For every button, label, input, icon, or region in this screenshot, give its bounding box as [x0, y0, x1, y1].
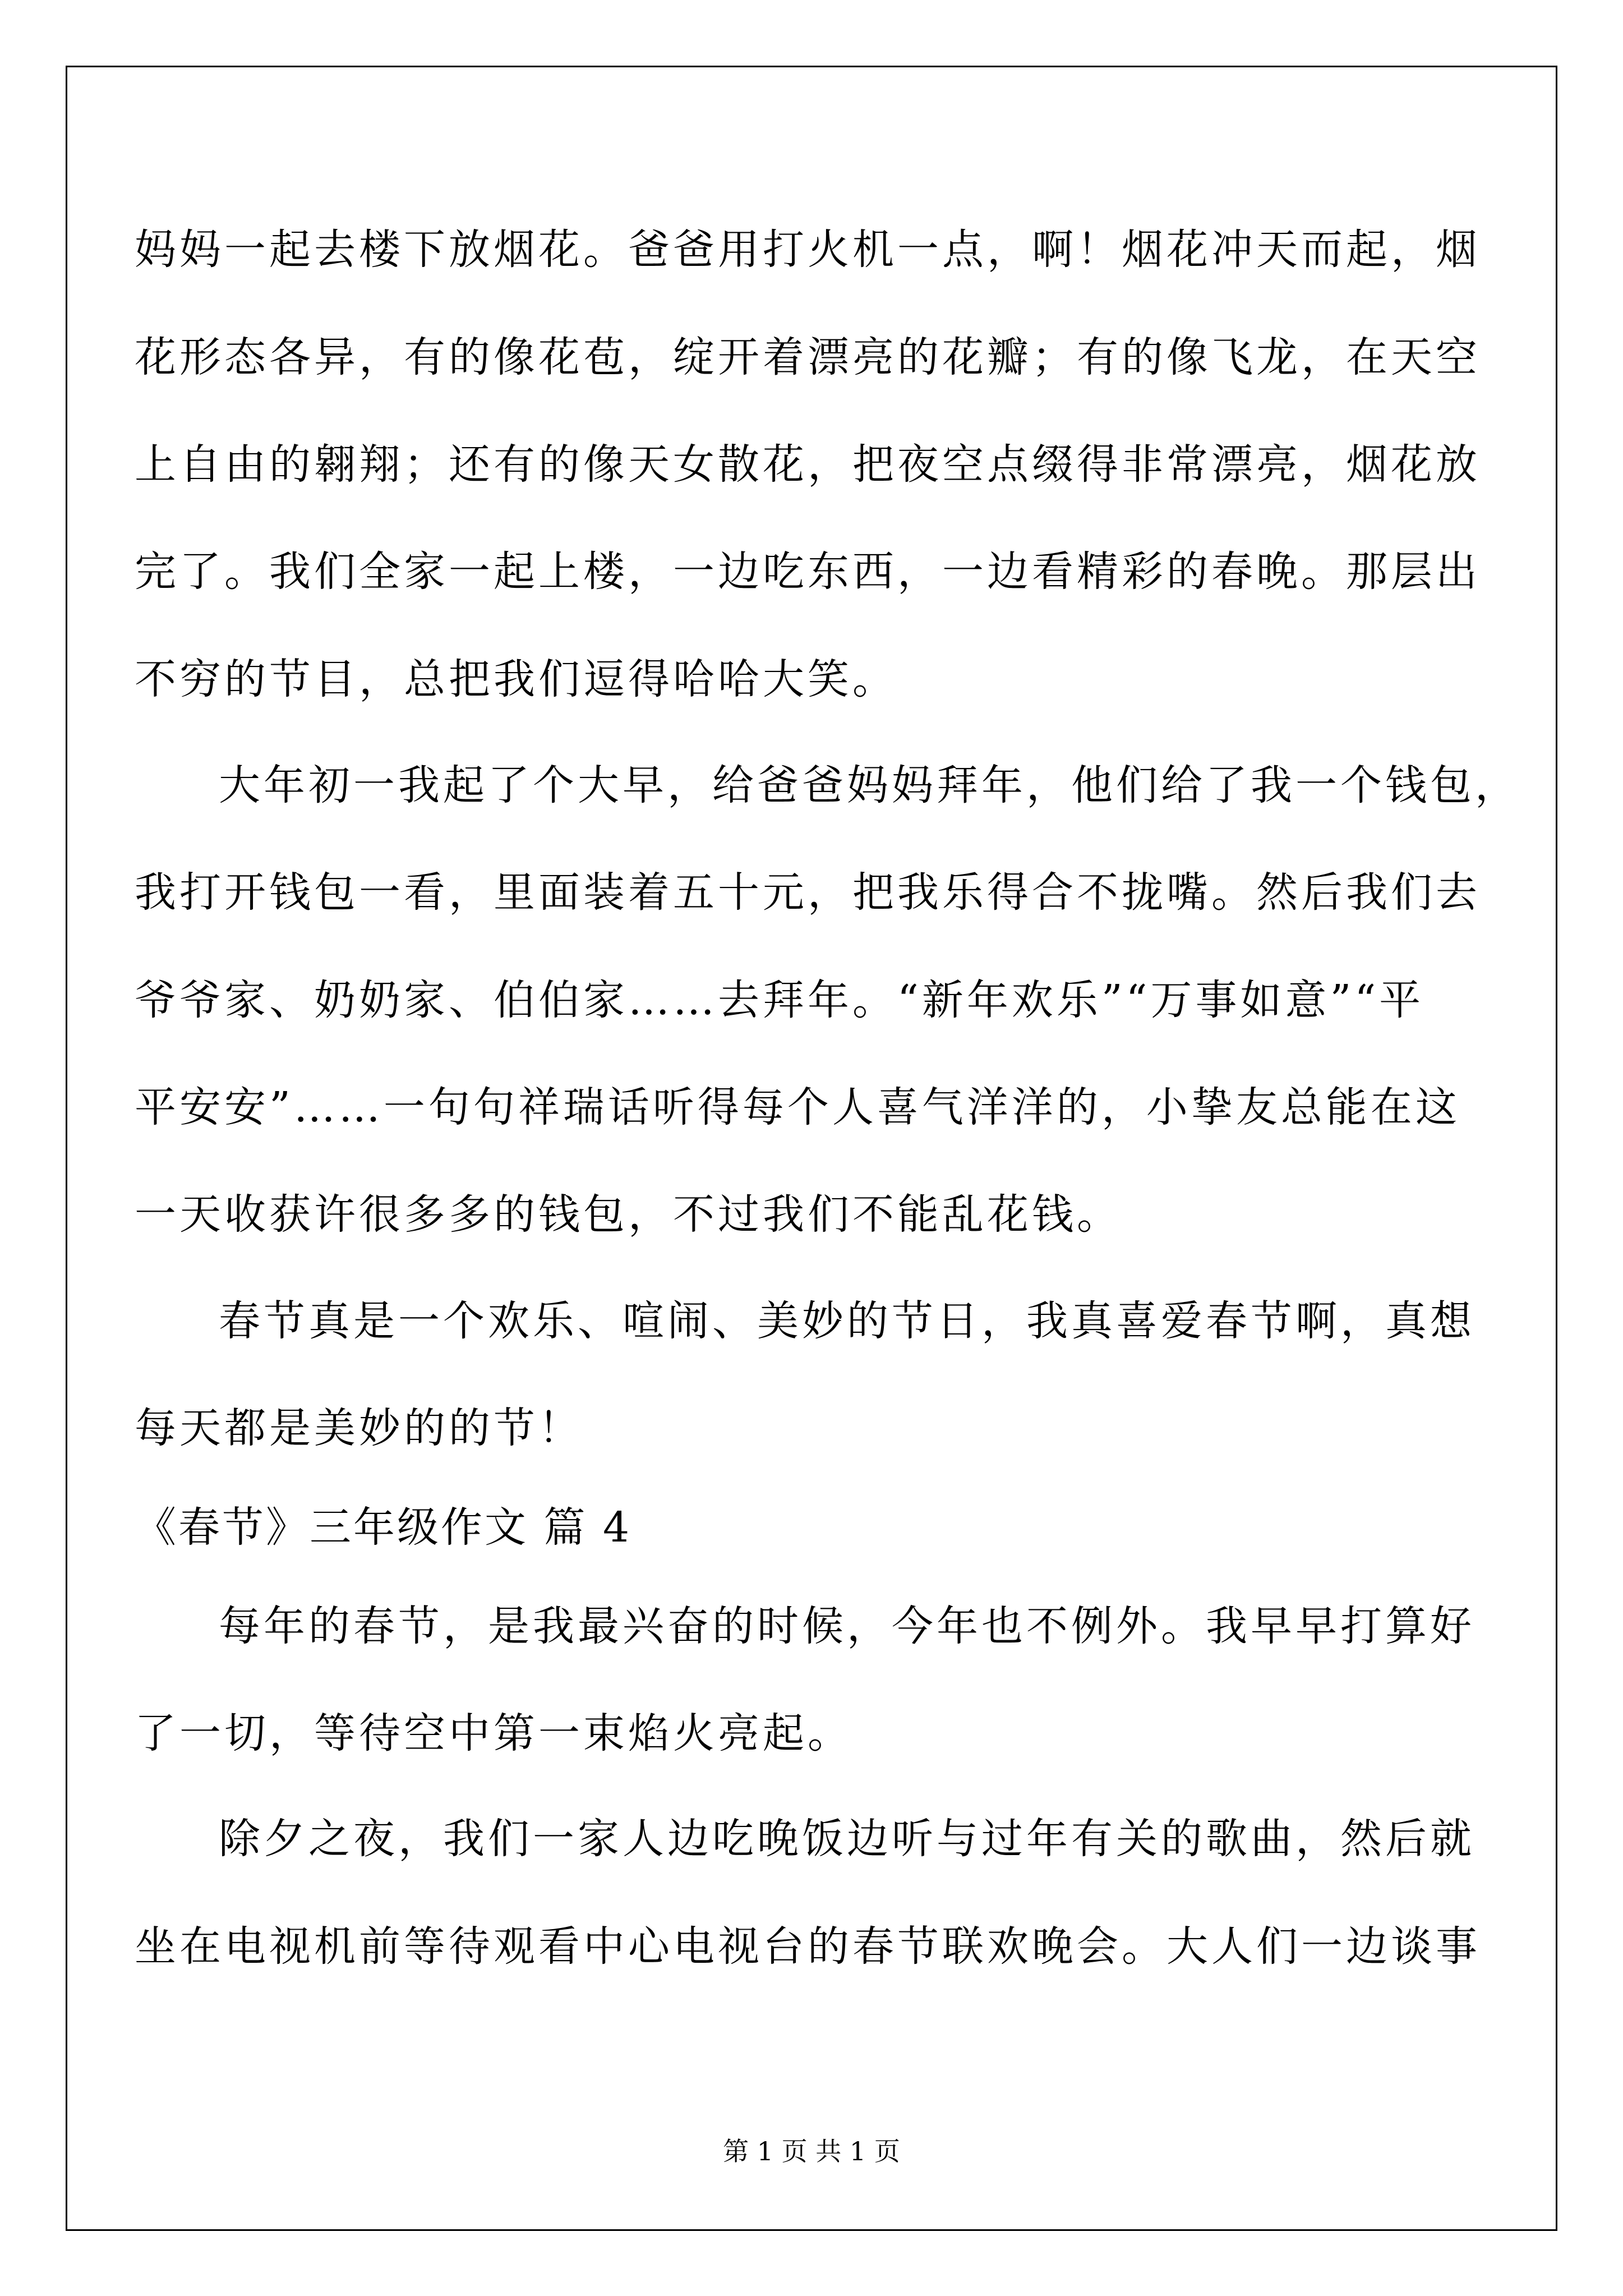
paragraph-first-line: 大年初一我起了个大早，给爸爸妈妈拜年，他们给了我一个钱包，	[219, 761, 1520, 809]
text-line: 一天收获许很多多的钱包，不过我们不能乱花钱。	[135, 1190, 1122, 1239]
text-line: 每天都是美妙的的节！	[135, 1404, 583, 1452]
text-line: 不穷的节目，总把我们逗得哈哈大笑。	[135, 655, 897, 703]
page-footer: 第 1 页 共 1 页	[723, 2136, 900, 2166]
page-border	[66, 66, 1557, 2231]
paragraph-first-line: 春节真是一个欢乐、喧闹、美妙的节日，我真喜爱春节啊，真想	[219, 1297, 1475, 1345]
paragraph-first-line: 除夕之夜，我们一家人边吃晚饭边听与过年有关的歌曲，然后就	[219, 1815, 1475, 1863]
text-line: 上自由的翱翔；还有的像天女散花，把夜空点缀得非常漂亮，烟花放	[135, 440, 1481, 489]
text-line: 妈妈一起去楼下放烟花。爸爸用打火机一点，啊！烟花冲天而起，烟	[135, 226, 1481, 274]
text-line: 花形态各异，有的像花苞，绽开着漂亮的花瓣；有的像飞龙，在天空	[135, 333, 1481, 381]
text-line: 了一切，等待空中第一束焰火亮起。	[135, 1709, 852, 1757]
text-line: 平安安”……一句句祥瑞话听得每个人喜气洋洋的，小挚友总能在这	[135, 1083, 1460, 1131]
text-line: 我打开钱包一看，里面装着五十元，把我乐得合不拢嘴。然后我们去	[135, 868, 1481, 917]
text-line: 坐在电视机前等待观看中心电视台的春节联欢晚会。大人们一边谈事	[135, 1922, 1481, 1971]
text-line: 完了。我们全家一起上楼，一边吃东西，一边看精彩的春晚。那层出	[135, 547, 1481, 596]
section-heading: 《春节》三年级作文 篇 4	[135, 1503, 632, 1552]
text-line: 爷爷家、奶奶家、伯伯家……去拜年。“新年欢乐”“万事如意”“平	[135, 976, 1424, 1024]
paragraph-first-line: 每年的春节，是我最兴奋的时候，今年也不例外。我早早打算好	[219, 1602, 1475, 1650]
